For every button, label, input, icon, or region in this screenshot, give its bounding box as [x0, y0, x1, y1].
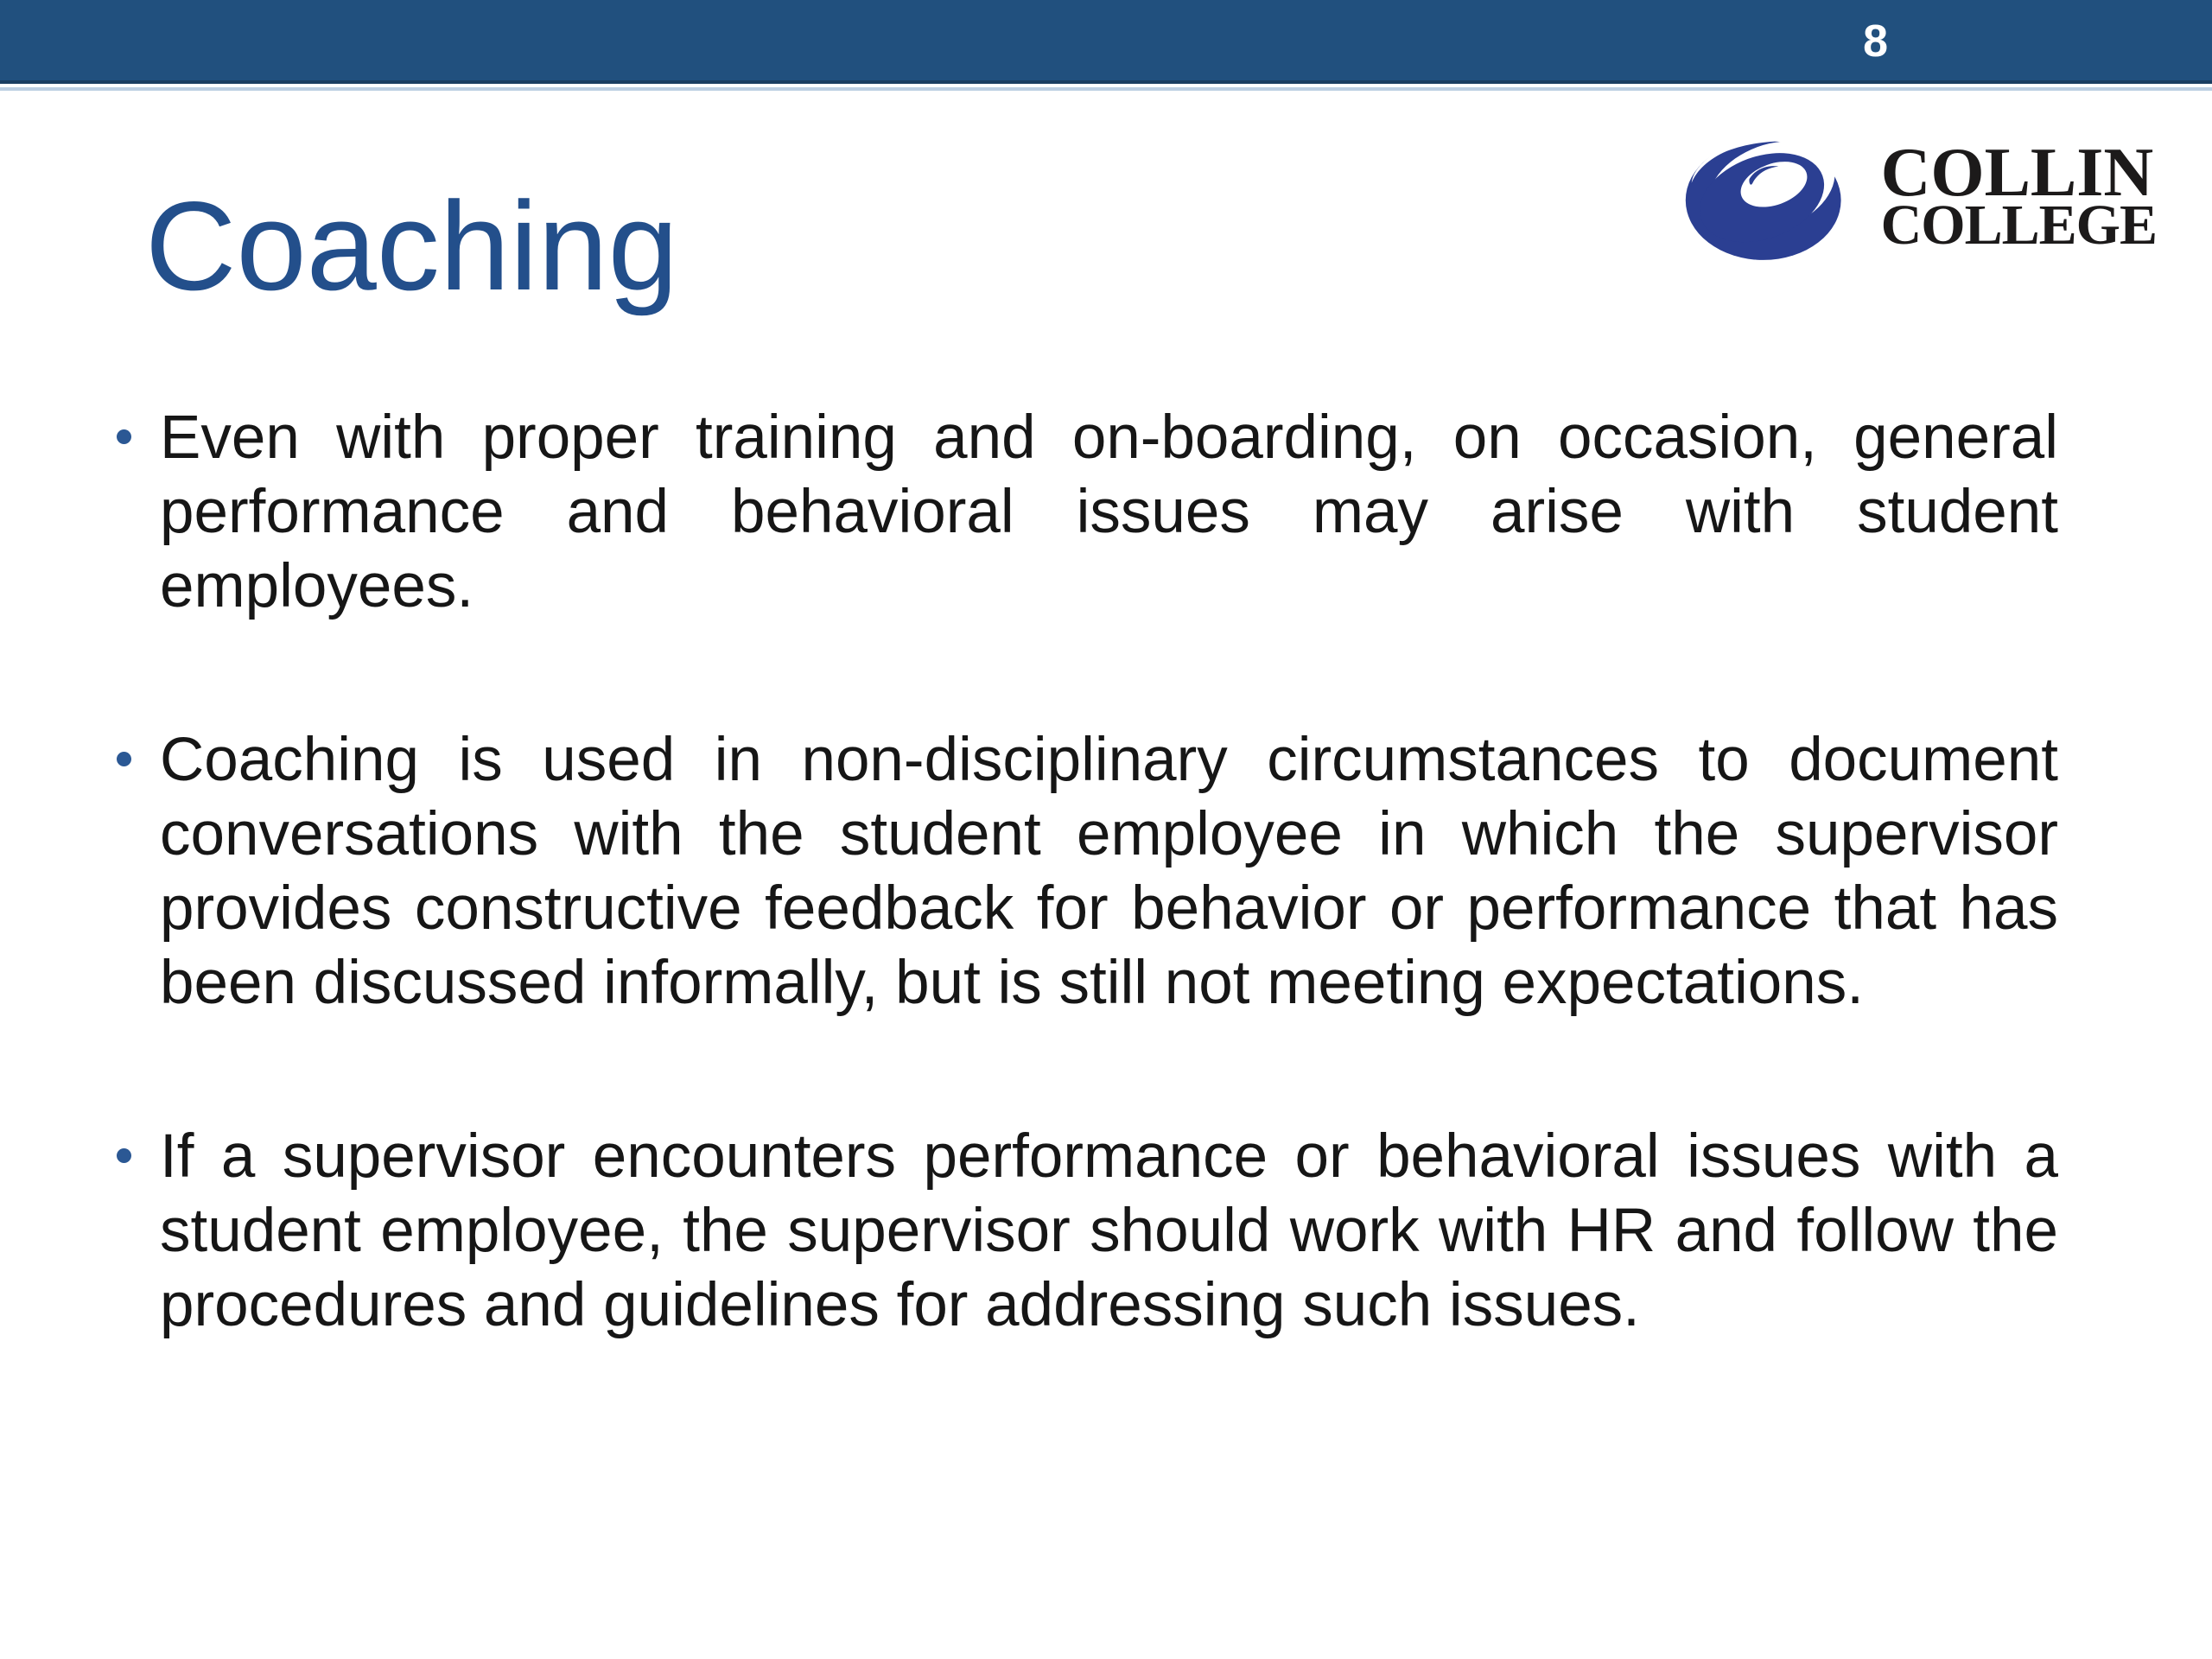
header-bar-accent-line — [0, 87, 2212, 91]
logo-text-college: COLLEGE — [1880, 194, 2157, 257]
bullet-item — [117, 723, 2058, 1020]
bullet-line: performance and behavioral issues may arise with student — [160, 478, 2058, 546]
bullet-line: conversations with the student employee in which the supervisor — [160, 800, 2058, 868]
collin-swirl-icon — [1672, 137, 1859, 263]
page-number: 8 — [1863, 16, 1888, 67]
bullet-line: student employee, the supervisor should work with HR and follow the — [160, 1197, 2058, 1265]
slide-title: Coaching — [145, 175, 678, 316]
bullet-line: employees. — [160, 552, 474, 620]
bullet-line: been discussed informally, but is still not meeting expectations. — [160, 949, 1864, 1017]
logo-text-collin: COLLIN — [1880, 135, 2154, 211]
bullet-line: procedures and guidelines for addressing such issues. — [160, 1271, 1640, 1339]
bullet-line: If a supervisor encounters performance or behavioral issues with a — [160, 1122, 2058, 1191]
bullet-icon — [117, 752, 131, 766]
collin-college-logo — [1672, 130, 2157, 263]
bullet-icon — [117, 429, 131, 444]
bullet-icon — [117, 1148, 131, 1163]
bullet-list — [117, 401, 2058, 1343]
logo-wordmark — [1880, 135, 2157, 257]
bullet-item — [117, 1120, 2058, 1343]
bullet-line: Even with proper training and on-boarding, on occasion, general — [160, 404, 2058, 472]
bullet-item — [117, 401, 2058, 624]
bullet-line: Coaching is used in non-disciplinary circumstances to document — [160, 726, 2058, 794]
bullet-line: provides constructive feedback for behavior or performance that has — [160, 874, 2058, 943]
